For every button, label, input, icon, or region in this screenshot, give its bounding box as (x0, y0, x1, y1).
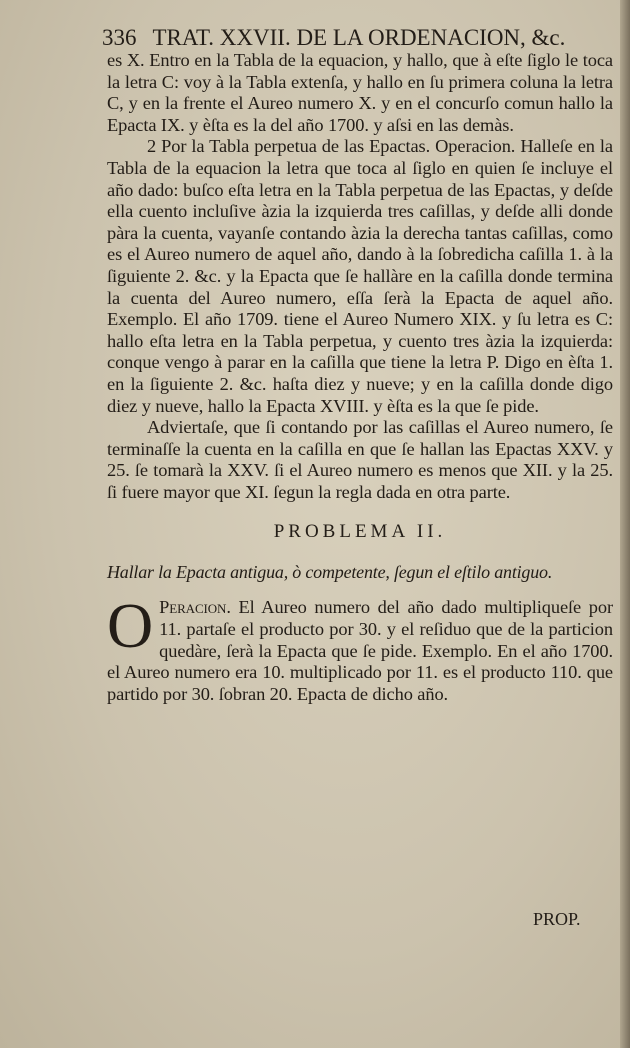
page-number: 336 (102, 25, 137, 50)
drop-cap-initial: O (107, 590, 154, 662)
paragraph-tabla-perpetua: 2 Por la Tabla perpetua de las Epactas. Operacion. Halleſe en la Tabla de la equacion la letra que toca al ſiglo en quien ſe incluye el año dado: buſco eſta letra en la Tabla perpetua de las Epactas, y deſde ella cuento incluſive àzia la izquierda tres caſillas, y deſde alli donde pàra la cuenta, vayanſe contando àzia la derecha tantas caſillas, como es el Aureo numero de aquel año, dando à la ſobredicha caſilla 1. à la ſiguiente 2. &c. y la Epacta que ſe hallàre en la caſilla donde termina la cuenta del Aureo numero, eſſa ſerà la Epacta de aquel año. Exemplo. El año 1709. tiene el Aureo Numero XIX. y ſu letra es C: hallo eſta letra en la Tabla perpetua, y cuento tres àzia la izquierda: conque vengo à parar en la caſilla que tiene la letra P. Digo en èſta 1. en la ſiguiente 2. &c. haſta diez y nueve; y en la caſilla donde digo diez y nueve, hallo la Epacta XVIII. y èſta es la que ſe pide. (107, 136, 613, 416)
operacion-text: El Aureo numero del año dado multipliqueſe por 11. partaſe el producto por 30. y el reſiduo que de la particion quedàre, ſerà la Epacta que ſe pide. Exemplo. En el año 1700. el Aureo numero era 10. multiplicado por 11. es el producto 110. que partido por 30. ſobran 20. Epacta de dicho año. (107, 597, 613, 704)
main-text (107, 50, 613, 705)
running-head (102, 24, 582, 52)
paragraph-operacion (107, 590, 613, 705)
problem-title: Hallar la Epacta antigua, ò competente, ſegun el eſtilo antiguo. (107, 562, 553, 583)
paragraph-continuation: es X. Entro en la Tabla de la equacion, y hallo, que à eſte ſiglo le toca la letra C: voy à la Tabla extenſa, y hallo en ſu primera coluna la letra C, y en la frente el Aureo numero X. y en el concurſo comun hallo la Epacta IX. y èſta es la del año 1700. y aſsi en las demàs. (107, 50, 613, 135)
operacion-label: Peracion. (159, 597, 231, 618)
paragraph-adviertase: Adviertaſe, que ſi contando por las caſillas el Aureo numero, ſe terminaſſe la cuenta en la caſilla en que ſe hallan las Epactas XXV. y 25. ſe tomarà la XXV. ſi el Aureo numero es menos que XII. y la 25. ſi fuere mayor que XI. ſegun la regla dada en otra parte. (107, 417, 613, 502)
catchword: PROP. (533, 909, 581, 929)
running-head-title: TRAT. XXVII. DE LA ORDENACION, &c. (152, 25, 566, 50)
problem-heading: PROBLEMA II. (273, 521, 447, 543)
book-binding-shadow (620, 0, 630, 1048)
